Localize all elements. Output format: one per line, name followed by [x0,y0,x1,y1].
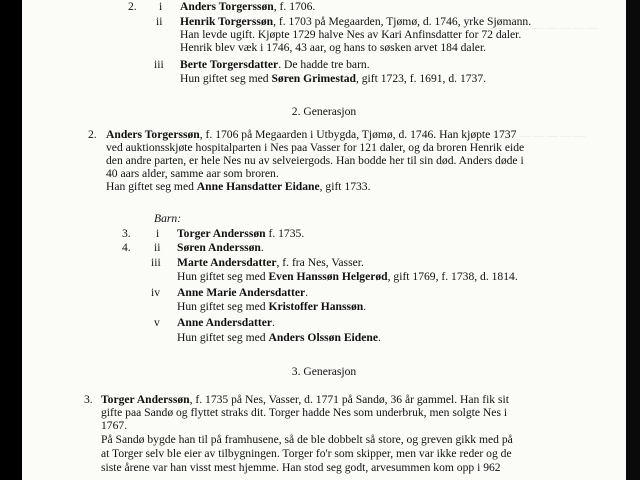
person-name: Søren Anderssøn [177,241,261,254]
biography-line: . De hadde tre barn. [278,58,370,71]
spouse-name: Anne Hansdatter Eidane [196,180,320,193]
birth-info: , f. 1703 på Megaarden, Tjømø, d. 1746, yrke Sjømann. [273,15,532,28]
children-label: Barn: [154,212,182,225]
person-name: Torger Anderssøn [101,393,190,406]
biography-line: at Torger selv ble eier av tilbygningen. Torger fo'r som skipper, men var ikke reder og de [101,447,512,460]
child-number: 3. [122,227,131,240]
generation-heading: 2. Generasjon [291,105,357,118]
generation-heading: 3. Generasjon [291,365,357,378]
person-name: Anne Andersdatter [177,316,273,329]
bleed-through-text: — — — — — — — [492,130,586,142]
biography-line: ved auktionsskjøte hospitalparten i Nes paa Vasser for 121 daler, og da broren Henrik eide [106,141,525,154]
document-page [22,0,626,480]
person-name: Torger Anderssøn [177,227,266,240]
marriage-line: Han giftet seg med Anne Hansdatter Eidane, gift 1733. [106,180,371,193]
child-entry: Torger Anderssøn f. 1735. [177,227,305,240]
child-number: 4. [122,241,131,254]
child-entry: Anne Marie Andersdatter. [177,286,309,299]
spouse-name: Kristoffer Hanssøn [268,300,364,313]
birth-info: , f. 1706. [273,0,316,13]
biography-line: den andre parten, er hele Nes nu av selveiergods. Han bodde her til sin død. Anders døde i [106,154,524,167]
child-entry-iii-roman: iii [154,58,164,71]
biography-line: Han levde ugift. Kjøpte 1729 halve Nes av Kari Anfinsdatter for 72 daler. [180,28,522,41]
biography-line: siste årene var han visst mest hjemme. Han stod seg godt, arvesummen kom opp i 962 [101,461,501,474]
biography-line: 40 aars alder, samme aar som broren. [106,167,279,180]
child-roman: i [156,227,160,240]
biography-line: På Sandø bygde han til på framhusene, så de ble dobbelt så store, og greven gikk med på [101,433,513,446]
child-entry-ii-roman: ii [156,15,163,28]
marriage-line: Hun giftet seg med Kristoffer Hanssøn. [177,300,367,313]
marriage-line: Hun giftet seg med Even Hanssøn Helgerød, gift 1769, f. 1738, d. 1814. [177,270,518,283]
bleed-through-text: — — — — — — — — — [477,22,598,34]
biography-line: 1767. [101,419,128,432]
child-entry: Søren Anderssøn. [177,241,264,254]
child-entry-2-roman: i [159,0,163,13]
person-name: Anders Torgerssøn [180,0,274,13]
person-name: Anne Marie Andersdatter [177,286,306,299]
child-entry-2 [180,0,315,13]
child-entry: Marte Andersdatter, f. fra Nes, Vasser. [177,256,364,269]
child-entry-2-number: 2. [128,0,137,13]
biography-line: gifte paa Sandø og flyttet straks dit. Torger hadde Nes som underbruk, men solgte Nes i [101,406,508,419]
person-name: Marte Andersdatter [177,256,277,269]
child-entry: Anne Andersdatter. [177,316,275,329]
spouse-name: Anders Olssøn Eidene [268,331,378,344]
marriage-line: Hun giftet seg med Anders Olssøn Eidene. [177,331,381,344]
biography-line: Henrik blev væk i 1746, 43 aar, og hans to søsken arvet 184 daler. [180,41,487,54]
entry-number: 3. [84,393,93,406]
spouse-name: Even Hanssøn Helgerød [268,270,388,283]
child-roman: iii [151,256,161,269]
child-roman: ii [154,241,161,254]
scan-edge [626,0,640,480]
child-roman: iv [151,286,161,299]
spouse-name: Søren Grimestad [271,72,356,85]
marriage-line: Hun giftet seg med Søren Grimestad, gift 1723, f. 1691, d. 1737. [180,72,487,85]
entry-first-line: Anders Torgerssøn, f. 1706 på Megaarden i Utbygda, Tjømø, d. 1746. Han kjøpte 1737 [106,128,517,141]
person-name: Anders Torgerssøn [106,128,200,141]
child-entry-ii [180,15,531,28]
entry-number: 2. [88,128,97,141]
child-entry-iii [180,58,370,71]
person-name: Berte Torgersdatter [180,58,279,71]
person-name: Henrik Torgerssøn [180,15,274,28]
entry-first-line: Torger Anderssøn, f. 1735 på Nes, Vasser, d. 1771 på Sandø, 36 år gammel. Han fik sit [101,393,509,406]
child-roman: v [154,316,160,329]
